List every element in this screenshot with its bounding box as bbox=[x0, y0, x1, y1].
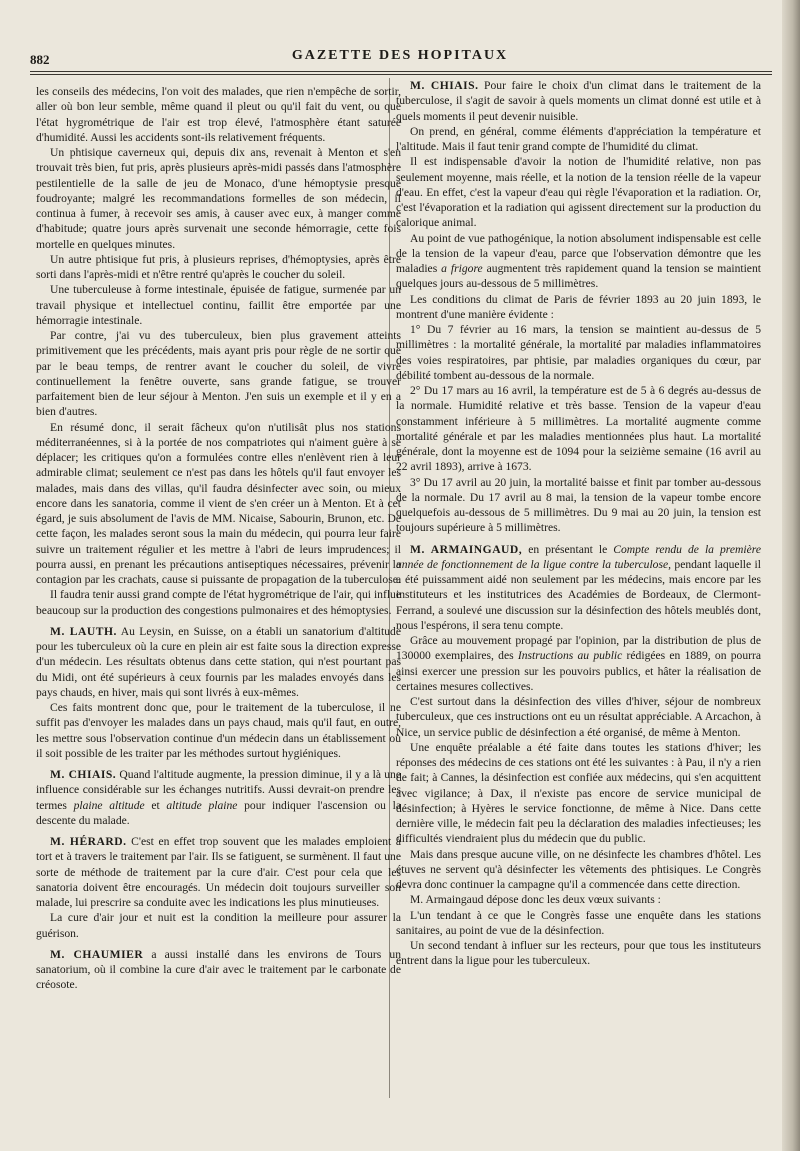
paragraph bbox=[396, 633, 761, 694]
left-column bbox=[36, 84, 401, 993]
speech-text: Au Leysin, en Suisse, on a établi un sanatorium d'altitude pour les tuberculeux où la cure en plein air est faite sous la direction expresse d'un médecin. Les résultats obtenus dans cette station, qui n'est pourtant pas du Midi, ont été supérieurs à ceux fournis par les malades envoyés dans les pays chauds, en hiver, mais qui sont livrés à eux-mêmes. bbox=[36, 624, 401, 699]
paragraph: On prend, en général, comme éléments d'appréciation la température et l'altitude. Mais il faut tenir grand compte de l'humidité du climat. bbox=[396, 124, 761, 153]
speaker-name: M. CHAUMIER bbox=[50, 947, 144, 961]
speaker-paragraph bbox=[36, 834, 401, 910]
paragraph: En résumé donc, il serait fâcheux qu'on n'utilisât plus nos stations méditerranéennes, si à la portée de nos compatriotes qui n'aiment guère à se déplacer; les critiques qu'on a formulées contre elles n'enlèvent rien à leur admirable climat; seulement ce n'est pas dans les hôtels qu'il faut envoyer les malades, mais dans des villas, qu'il faudra désinfecter avec soin, ou mieux encore dans les sanatoria, comme il vient de s'en créer un à Menton. Et à cet égard, je suis absolument de l'avis de MM. Nicaise, Sabourin, Brunon, etc. De cette façon, les malades seront sous la main du médecin, qui pourra leur faire suivre un traitement régulier et les mettre à l'abri de leurs imprudences; il pourra aussi, en prenant les précautions antiseptiques nécessaires, prévenir la contagion par les crachats, cause si puissante de propagation de la tuberculose. bbox=[36, 420, 401, 586]
italic-title: Instructions au public bbox=[517, 649, 623, 663]
speech-text: Pour faire le choix d'un climat dans le traitement de la tuberculose, il s'agit de savoir à quels moments un climat donné est utile et à quels moments il peut devenir nuisible. bbox=[396, 79, 761, 123]
header-rule-bottom bbox=[30, 74, 772, 75]
text-run: Grâce au mouvement propagé par l'opinion, par la distribution de plus de 130000 exemplaires, des bbox=[396, 634, 761, 663]
paragraph: 3° Du 17 avril au 20 juin, la mortalité baisse et finit par tomber au-dessous de la normale. Du 17 avril au 8 mai, la tension de la vapeur tombe encore quelquefois au-dessous de 5 millimètres. Du 9 mai au 20 juin, la tension est toujours supérieure à 5 millimètres. bbox=[396, 475, 761, 535]
speaker-name: M. CHIAIS. bbox=[410, 79, 479, 92]
paragraph bbox=[396, 231, 761, 292]
paragraph: Un autre phtisique fut pris, à plusieurs reprises, d'hémoptysies, après être sorti dans l'après-midi et n'être rentré qu'après le coucher du soleil. bbox=[36, 252, 401, 281]
paragraph: La cure d'air jour et nuit est la condition la meilleure pour assurer la guérison. bbox=[36, 911, 401, 940]
speech-text: a aussi installé dans les environs de Tours un sanatorium, où il combine la cure d'air avec le traitement par le carbonate de créosote. bbox=[36, 947, 402, 992]
page-number: 882 bbox=[30, 52, 50, 67]
speaker-paragraph bbox=[396, 78, 761, 124]
right-column bbox=[396, 78, 761, 969]
paragraph: 2° Du 17 mars au 16 avril, la température est de 5 à 6 degrés au-dessus de la normale. Humidité relative et très basse. Tension de la vapeur d'eau constamment inférieure à 5 millimètres. La mortalité augmente comme mortalité générale et par les maladies mentionnées plus haut. La mortalité générale, dont la moyenne est de 1094 pour la seizième semaine (16 avril au 22 avril 1893), arrive à 1673. bbox=[396, 384, 761, 474]
paragraph: Par contre, j'ai vu des tuberculeux, bien plus gravement atteints primitivement que les précédents, mais ayant pris pour règle de ne sortir que par le beau temps, de rentrer avant le coucher du soleil, de vivre continuellement la fenêtre ouverte, sans grande fatigue, se trouver parfaitement bien de leur séjour à Menton. J'en suis un exemple et il y en a bien d'autres. bbox=[36, 329, 401, 419]
paragraph: Mais dans presque aucune ville, on ne désinfecte les chambres d'hôtel. Les étuves ne servent qu'à désinfecter les vêtements des phtisiques. Le Congrès devra donc continuer la campagne qu'il a commencée dans cette direction. bbox=[396, 847, 761, 891]
speaker-name: M. CHIAIS. bbox=[50, 768, 117, 781]
paragraph: 1° Du 7 février au 16 mars, la tension se maintient au-dessus de 5 millimètres : la mortalité générale, la mortalité par maladies inflammatoires des voies respiratoires, par phtisie, par maladies organiques du cœur, par débilité tombent au-dessous de la normale. bbox=[396, 323, 761, 382]
italic-term: plaine altitude bbox=[73, 798, 145, 812]
paragraph: C'est surtout dans la désinfection des villes d'hiver, séjour de nombreux tuberculeux, que ces instructions ont eu un résultat appréciable. A Arcachon, à Nice, un service public de désinfection a été organisé, de même à Menton. bbox=[396, 695, 761, 739]
paragraph: Il faudra tenir aussi grand compte de l'état hygrométrique de l'air, qui influe beaucoup sur la production des congestions pulmonaires et des hémoptysies. bbox=[36, 588, 401, 617]
page-header bbox=[30, 48, 770, 68]
speech-text: pour indiquer l'ascension ou la descente du malade. bbox=[36, 798, 401, 827]
paragraph: Une enquête préalable a été faite dans toutes les stations d'hiver; les réponses des médecins de ces stations ont été les suivantes : à Pau, il n'y a rien de fait; à Cannes, la désinfection est confiée aux médecins, qui s'en acquittent avec vigilance; à Dax, il n'existe pas encore de service municipal de désinfection; à Hyères le service fonctionne, de même à Nice. Dans cette dernière ville, le médecin fait peu la déclaration des maladies infectieuses; les difficultés viendraient plus du médecin que du public. bbox=[396, 740, 761, 846]
paragraph: les conseils des médecins, l'on voit des malades, que rien n'empêche de sortir, aller où bon leur semble, même quand il pleut ou qu'il fait du vent, ou que l'état hygrométrique de l'air est trop élevé, l'atmosphère étant saturée d'humidité. Aussi les accidents sont-ils relativement fréquents. bbox=[36, 85, 401, 144]
speech-text: en présentant le bbox=[522, 542, 614, 556]
speaker-paragraph bbox=[36, 767, 401, 828]
paragraph: Un second tendant à influer sur les recteurs, pour que tous les instituteurs entrent dans la ligue pour les tuberculeux. bbox=[396, 939, 761, 968]
text-run: rédigées en 1889, on pourra ainsi exercer une pression sur les pouvoirs publics, et hâter la réalisation de certaines mesures collectives. bbox=[396, 649, 762, 693]
speaker-paragraph bbox=[36, 947, 401, 993]
text-run: Au point de vue pathogénique, la notion absolument indispensable est celle de la tension de la vapeur d'eau, parce que l'observation démontre que les maladies bbox=[396, 231, 761, 275]
running-title: GAZETTE DES HOPITAUX bbox=[291, 48, 509, 63]
speech-text: pendant laquelle il a été puissamment aidé non seulement par les médecins, mais encore par les instituteurs et les institutrices des Académies de Bordeaux, de Clermont-Ferrand, a soulevé une discussion sur la désinfection des hôtels meublés dont, nous l'espérons, il sera tenu compte. bbox=[396, 557, 761, 632]
italic-title: Compte rendu de la première année de fonctionnement de la ligue contre la tuberculose, bbox=[396, 542, 761, 571]
paragraph: Les conditions du climat de Paris de février 1893 au 20 juin 1893, le montrent d'une manière évidente : bbox=[396, 292, 761, 321]
speech-text: et bbox=[144, 798, 167, 812]
paragraph: Ces faits montrent donc que, pour le traitement de la tuberculose, il ne suffit pas d'envoyer les malades dans un pays chaud, mais qu'il faut, en outre, les mettre sous l'observation continue d'un médecin dans un établissement où il soit possible de les traiter par les méthodes surtout hygiéniques. bbox=[36, 701, 401, 760]
paragraph: M. Armaingaud dépose donc les deux vœux suivants : bbox=[410, 893, 661, 907]
speaker-name: M. ARMAINGAUD, bbox=[410, 542, 523, 556]
speaker-name: M. HÉRARD. bbox=[50, 835, 127, 848]
header-rule-top bbox=[30, 71, 772, 72]
text-run: augmentent très rapidement quand la tension se maintient quelques jours au-dessous de 5 millimètres. bbox=[396, 262, 761, 291]
paragraph: Une tuberculeuse à forme intestinale, épuisée de fatigue, surmenée par un travail physique et intellectuel continu, faillit être emportée par une hémorragie intestinale. bbox=[36, 283, 401, 327]
speech-text: Quand l'altitude augmente, la pression diminue, il y a là une influence considérable sur les échanges nutritifs. Aussi devrait-on prendre les termes bbox=[36, 768, 402, 812]
speaker-paragraph bbox=[396, 542, 761, 634]
paragraph: Un phtisique caverneux qui, depuis dix ans, revenait à Menton et s'en trouvait très bien, fut pris, après plusieurs après-midi passés dans l'atmosphère pestilentielle de la salle de jeu de Monaco, d'une hémoptysie presque foudroyante; malgré les recommandations formelles de son médecin, il continua à fumer, à recevoir ses amis, à causer avec eux, à manger comme d'habitude; quatre jours après survenait une seconde hémorragie, cette fois mortelle en quelques minutes. bbox=[36, 146, 401, 251]
paragraph: L'un tendant à ce que le Congrès fasse une enquête dans les stations sanitaires, au point de vue de la désinfection. bbox=[396, 908, 761, 937]
page-edge-shadow bbox=[782, 0, 800, 1151]
speaker-name: M. LAUTH. bbox=[50, 624, 117, 638]
speech-text: C'est en effet trop souvent que les malades emploient à tort et à travers le traitement par l'air. Ils se fatiguent, se surmènent. Il faut une sorte de méthode de traitement par la cure d'air. C'est pour cela que les sanatoria doivent être encouragés. Un médecin doit toujours surveiller son malade, lui prescrire sa conduite avec les indications les plus minutieuses. bbox=[36, 835, 401, 909]
speaker-paragraph bbox=[36, 624, 401, 700]
paragraph: Il est indispensable d'avoir la notion de l'humidité relative, non pas seulement moyenne, mais réelle, et la notion de la tension réelle de la vapeur d'eau. En effet, c'est la vapeur d'eau qui règle l'évaporation et la radiation. Or, c'est l'évaporation et la radiation qui agissent directement sur la production du calorique animal. bbox=[396, 155, 761, 230]
italic-term: altitude plaine bbox=[166, 798, 238, 812]
italic-term: a frigore bbox=[441, 262, 483, 275]
